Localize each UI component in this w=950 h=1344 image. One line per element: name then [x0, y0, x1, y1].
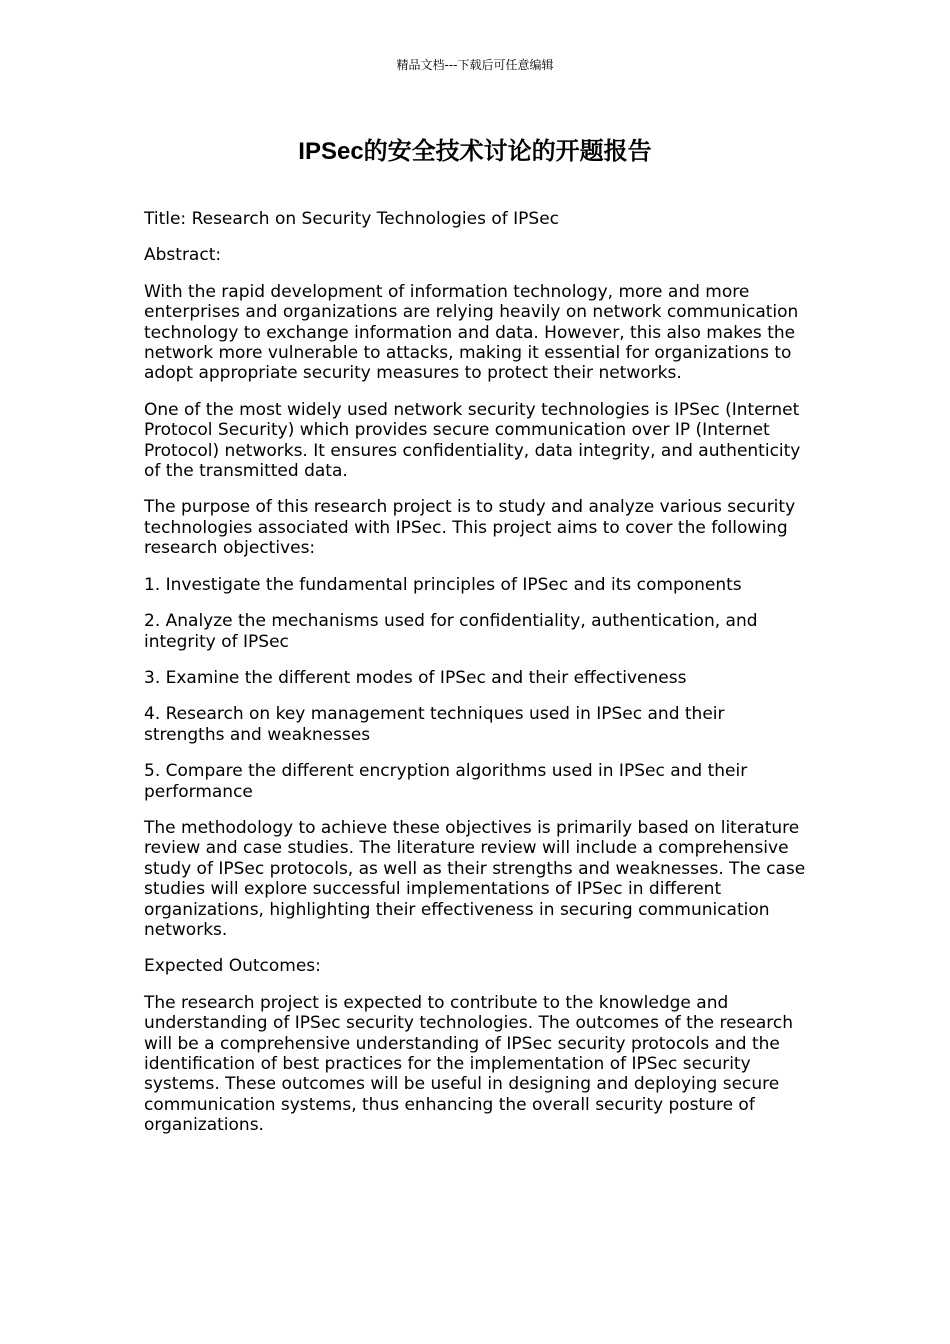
page-header-note: 精品文档---下载后可任意编辑: [396, 58, 554, 72]
abstract-paragraph-1: With the rapid development of information technology, more and more enterprises and organizations are relying heavily on network communication technology to exchange information and data. However, this also makes the network more vulnerable to attacks, making it essential for organizations to adopt appropriate security measures to protect their networks.: [144, 281, 799, 384]
document-title: IPSec的安全技术讨论的开题报告: [298, 138, 652, 165]
expected-outcomes-paragraph: The research project is expected to contribute to the knowledge and understanding of IPSec security technologies. The outcomes of the research will be a comprehensive understanding of IPSec security protocols and the identification of best practices for the implementation of IPSec security systems. These outcomes will be useful in designing and deploying secure communication systems, thus enhancing the overall security posture of organizations.: [144, 992, 794, 1136]
objective-item-4: 4. Research on key management techniques used in IPSec and their strengths and weaknesses: [144, 704, 725, 745]
abstract-heading: Abstract:: [144, 245, 222, 266]
document-body: [144, 209, 806, 1152]
objective-item-1: 1. Investigate the fundamental principles of IPSec and its components: [144, 574, 742, 595]
title-line: Title: Research on Security Technologies of IPSec: [144, 209, 559, 229]
objective-item-5: 5. Compare the different encryption algorithms used in IPSec and their performance: [144, 761, 748, 802]
objective-item-2: 2. Analyze the mechanisms used for confidentiality, authentication, and integrity of IPSec: [144, 611, 758, 652]
methodology-paragraph: The methodology to achieve these objectives is primarily based on literature review and case studies. The literature review will include a comprehensive study of IPSec protocols, as well as their strengths and weaknesses. The case studies will explore successful implementations of IPSec in different organizations, highlighting their effectiveness in securing communication networks.: [144, 817, 806, 940]
expected-outcomes-heading: Expected Outcomes:: [144, 956, 321, 977]
objective-item-3: 3. Examine the different modes of IPSec and their effectiveness: [144, 667, 687, 688]
purpose-paragraph: The purpose of this research project is to study and analyze various security technologies associated with IPSec. This project aims to cover the following research objectives:: [144, 497, 796, 559]
abstract-paragraph-2: One of the most widely used network security technologies is IPSec (Internet Protocol Security) which provides secure communication over IP (Internet Protocol) networks. It ensures confidentiality, data integrity, and authenticity of the transmitted data.: [144, 399, 801, 482]
